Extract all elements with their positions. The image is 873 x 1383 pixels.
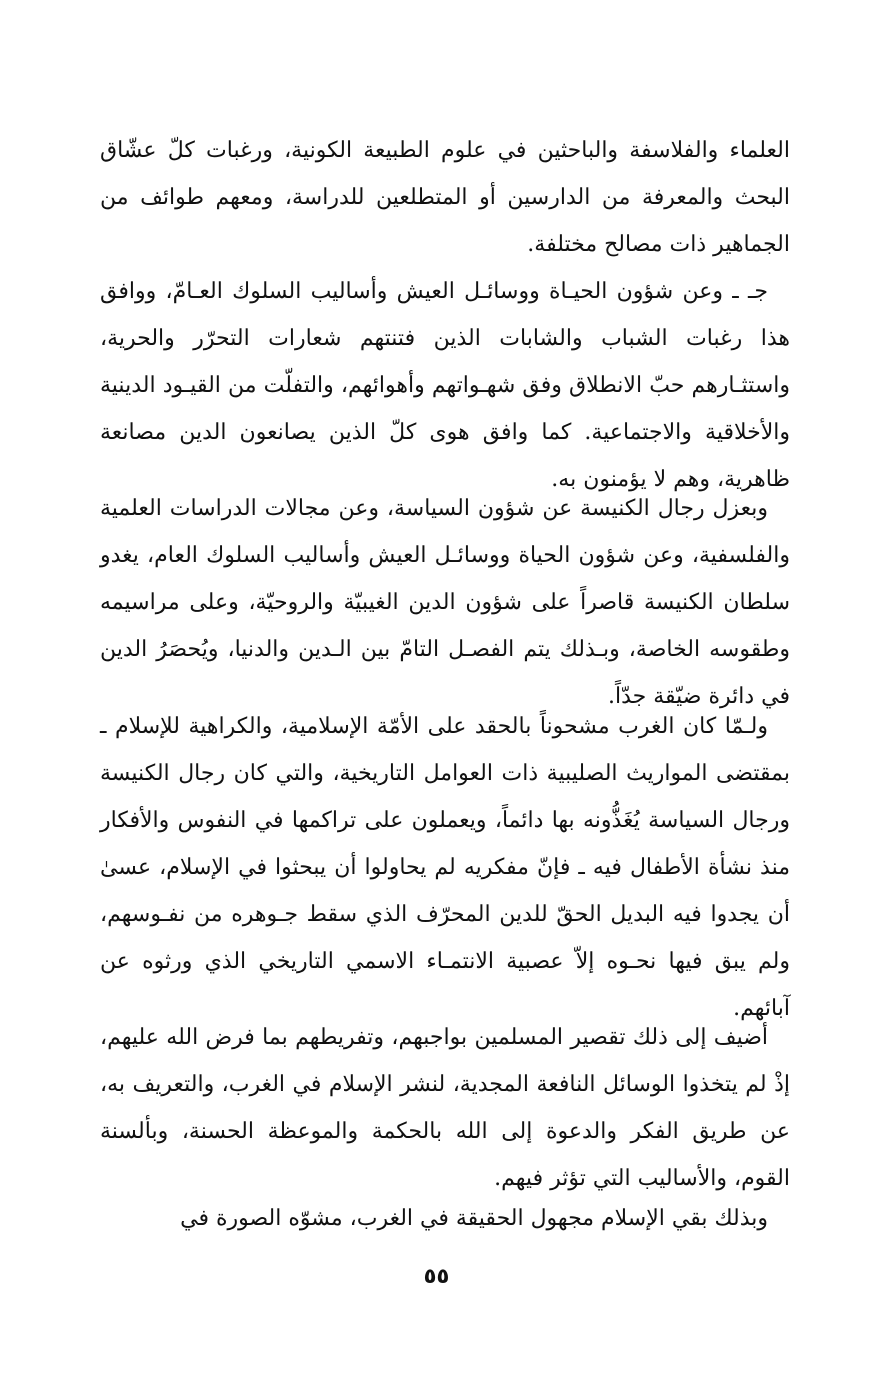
paragraph-2: جـ ـ وعن شؤون الحيـاة ووسائـل العيش وأساليب السلوك العـامّ، ووافق هذا رغبات الشباب والشابات الذين فتنتهم شعارات التحرّر والحرية، واستثـارهم حبّ الانطلاق وفق شهـواتهم وأهوائهم، والتفلّت من القيـود الدينية والأخلاقية والاجتماعية. كما وافق هوى كلّ الذين يصانعون الدين مصانعة ظاهرية، وهم لا يؤمنون به.	[100, 279, 790, 492]
paragraph-6: وبذلك بقي الإسلام مجهول الحقيقة في الغرب، مشوّه الصورة في	[180, 1206, 768, 1231]
paragraph-3: وبعزل رجال الكنيسة عن شؤون السياسة، وعن مجالات الدراسات العلمية والفلسفية، وعن شؤون الحياة ووسائـل العيش وأساليب السلوك العام، يغدو سلطان الكنيسة قاصراً على شؤون الدين الغيبيّة والروحيّة، وعلى مراسيمه وطقوسه الخاصة، وبـذلك يتم الفصـل التامّ بين الـدين والدنيا، ويُحصَرُ الدين في دائرة ضيّقة جدّاً.	[100, 496, 790, 709]
paragraph-4: ولـمّا كان الغرب مشحوناً بالحقد على الأمّة الإسلامية، والكراهية للإسلام ـ بمقتضى المواريث الصليبية ذات العوامل التاريخية، والتي كان رجال الكنيسة ورجال السياسة يُغَذُّونه بها دائماً، ويعملون على تراكمها في النفوس والأفكار منذ نشأة الأطفال فيه ـ فإنّ مفكريه لم يحاولوا أن يبحثوا في الإسلام، عسىٰ أن يجدوا فيه البديل الحقّ للدين المحرّف الذي سقط جـوهره من نفـوسهم، ولم يبق فيها نحـوه إلاّ عصبية الانتمـاء الاسمي التاريخي الذي ورثوه عن آبائهم.	[100, 714, 790, 1021]
page-number: ٥٥	[423, 1264, 450, 1288]
paragraph-5: أضيف إلى ذلك تقصير المسلمين بواجبهم، وتفريطهم بما فرض الله عليهم، إذْ لم يتخذوا الوسائل النافعة المجدية، لنشر الإسلام في الغرب، والتعريف به، عن طريق الفكر والدعوة إلى الله بالحكمة والموعظة الحسنة، وبألسنة القوم، والأساليب التي تؤثر فيهم.	[100, 1025, 790, 1191]
paragraph-1: العلماء والفلاسفة والباحثين في علوم الطبيعة الكونية، ورغبات كلّ عشّاق البحث والمعرفة من الدارسين أو المتطلعين للدراسة، ومعهم طوائف من الجماهير ذات مصالح مختلفة.	[100, 138, 790, 257]
